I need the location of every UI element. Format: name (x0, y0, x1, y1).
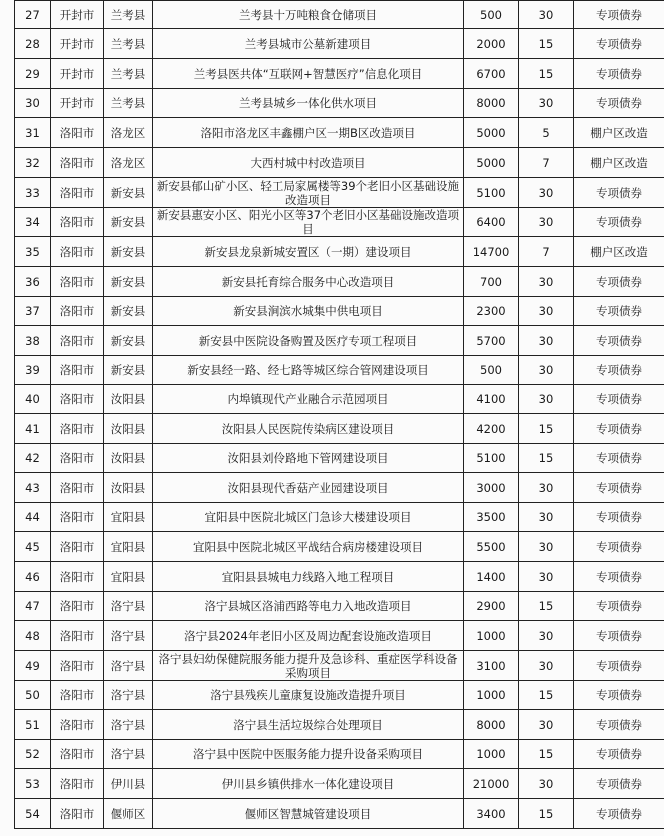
row-number-cell: 29 (15, 59, 51, 89)
county-cell: 洛宁县 (104, 621, 153, 651)
project-name-cell: 宜阳县中医院北城区门急诊大楼建设项目 (153, 503, 464, 532)
city-cell: 开封市 (51, 29, 104, 59)
term-cell: 15 (519, 799, 574, 829)
term-cell: 15 (519, 444, 574, 473)
bond-type-cell: 专项债券 (574, 178, 664, 208)
county-cell: 伊川县 (104, 769, 153, 799)
row-number-cell: 48 (15, 621, 51, 651)
bond-type-cell: 专项债券 (574, 621, 664, 651)
term-cell: 15 (519, 681, 574, 710)
term-cell: 30 (519, 769, 574, 799)
county-cell: 洛龙区 (104, 118, 153, 148)
amount-cell: 2000 (464, 29, 519, 59)
city-cell: 洛阳市 (51, 651, 104, 681)
county-cell: 新安县 (104, 356, 153, 385)
table-row (15, 385, 664, 414)
project-name-cell: 宜阳县县城电力线路入地工程项目 (153, 562, 464, 592)
bond-type-cell: 专项债券 (574, 799, 664, 829)
row-number-cell: 38 (15, 326, 51, 356)
amount-cell: 2900 (464, 592, 519, 621)
bond-type-cell: 棚户区改造 (574, 148, 664, 178)
row-number-cell: 53 (15, 769, 51, 799)
amount-cell: 14700 (464, 237, 519, 267)
term-cell: 30 (519, 621, 574, 651)
project-name-cell: 汝阳县现代香菇产业园建设项目 (153, 473, 464, 503)
term-cell: 30 (519, 651, 574, 681)
amount-cell: 500 (464, 1, 519, 29)
amount-cell: 5100 (464, 178, 519, 208)
amount-cell: 4100 (464, 385, 519, 414)
row-number-cell: 27 (15, 1, 51, 29)
table-row (15, 297, 664, 326)
county-cell: 兰考县 (104, 1, 153, 29)
table-row (15, 769, 664, 799)
county-cell: 新安县 (104, 297, 153, 326)
county-cell: 宜阳县 (104, 562, 153, 592)
project-name-cell: 兰考县医共体“互联网+智慧医疗”信息化项目 (153, 59, 464, 89)
table-row (15, 208, 664, 237)
term-cell: 30 (519, 710, 574, 740)
bond-type-cell: 专项债券 (574, 651, 664, 681)
county-cell: 新安县 (104, 237, 153, 267)
project-name-cell: 宜阳县中医院北城区平战结合病房楼建设项目 (153, 532, 464, 562)
county-cell: 兰考县 (104, 29, 153, 59)
term-cell: 15 (519, 740, 574, 769)
county-cell: 汝阳县 (104, 414, 153, 444)
county-cell: 新安县 (104, 208, 153, 237)
table-row (15, 414, 664, 444)
project-name-cell: 洛宁县城区洛浦西路等电力入地改造项目 (153, 592, 464, 621)
table-body (15, 1, 664, 829)
project-name-cell: 汝阳县人民医院传染病区建设项目 (153, 414, 464, 444)
amount-cell: 3400 (464, 799, 519, 829)
city-cell: 洛阳市 (51, 208, 104, 237)
county-cell: 宜阳县 (104, 532, 153, 562)
city-cell: 开封市 (51, 89, 104, 118)
county-cell: 新安县 (104, 178, 153, 208)
bond-type-cell: 专项债券 (574, 473, 664, 503)
city-cell: 洛阳市 (51, 326, 104, 356)
amount-cell: 700 (464, 267, 519, 297)
amount-cell: 1000 (464, 681, 519, 710)
project-name-cell: 洛阳市洛龙区丰鑫棚户区一期B区改造项目 (153, 118, 464, 148)
bond-type-cell: 专项债券 (574, 681, 664, 710)
county-cell: 洛宁县 (104, 592, 153, 621)
row-number-cell: 30 (15, 89, 51, 118)
project-name-cell: 兰考县城乡一体化供水项目 (153, 89, 464, 118)
project-name-cell: 汝阳县刘伶路地下管网建设项目 (153, 444, 464, 473)
row-number-cell: 49 (15, 651, 51, 681)
city-cell: 洛阳市 (51, 799, 104, 829)
bond-type-cell: 专项债券 (574, 414, 664, 444)
amount-cell: 4200 (464, 414, 519, 444)
project-name-cell: 伊川县乡镇供排水一体化建设项目 (153, 769, 464, 799)
city-cell: 洛阳市 (51, 740, 104, 769)
row-number-cell: 50 (15, 681, 51, 710)
amount-cell: 1400 (464, 562, 519, 592)
term-cell: 30 (519, 267, 574, 297)
city-cell: 洛阳市 (51, 444, 104, 473)
term-cell: 15 (519, 29, 574, 59)
row-number-cell: 43 (15, 473, 51, 503)
table-row (15, 799, 664, 829)
bond-project-table (14, 0, 664, 829)
bond-type-cell: 专项债券 (574, 297, 664, 326)
project-name-cell: 兰考县十万吨粮食仓储项目 (153, 1, 464, 29)
row-number-cell: 41 (15, 414, 51, 444)
county-cell: 汝阳县 (104, 444, 153, 473)
city-cell: 洛阳市 (51, 562, 104, 592)
bond-type-cell: 专项债券 (574, 59, 664, 89)
city-cell: 洛阳市 (51, 681, 104, 710)
city-cell: 开封市 (51, 59, 104, 89)
term-cell: 15 (519, 59, 574, 89)
term-cell: 30 (519, 562, 574, 592)
table-row (15, 267, 664, 297)
row-number-cell: 40 (15, 385, 51, 414)
amount-cell: 8000 (464, 710, 519, 740)
city-cell: 洛阳市 (51, 118, 104, 148)
city-cell: 洛阳市 (51, 769, 104, 799)
project-name-cell: 新安县郁山矿小区、轻工局家属楼等39个老旧小区基础设施改造项目 (153, 178, 464, 208)
table-row (15, 592, 664, 621)
amount-cell: 8000 (464, 89, 519, 118)
table-row (15, 326, 664, 356)
term-cell: 15 (519, 414, 574, 444)
county-cell: 新安县 (104, 267, 153, 297)
table-row (15, 29, 664, 59)
amount-cell: 5500 (464, 532, 519, 562)
amount-cell: 21000 (464, 769, 519, 799)
amount-cell: 1000 (464, 621, 519, 651)
row-number-cell: 51 (15, 710, 51, 740)
bond-type-cell: 专项债券 (574, 769, 664, 799)
bond-type-cell: 专项债券 (574, 562, 664, 592)
city-cell: 洛阳市 (51, 532, 104, 562)
amount-cell: 5100 (464, 444, 519, 473)
term-cell: 7 (519, 237, 574, 267)
city-cell: 洛阳市 (51, 710, 104, 740)
table-row (15, 59, 664, 89)
term-cell: 7 (519, 148, 574, 178)
city-cell: 洛阳市 (51, 356, 104, 385)
row-number-cell: 47 (15, 592, 51, 621)
term-cell: 30 (519, 178, 574, 208)
city-cell: 洛阳市 (51, 621, 104, 651)
bond-type-cell: 专项债券 (574, 356, 664, 385)
bond-type-cell: 专项债券 (574, 592, 664, 621)
table-row (15, 681, 664, 710)
row-number-cell: 45 (15, 532, 51, 562)
table-row (15, 356, 664, 385)
term-cell: 15 (519, 592, 574, 621)
project-name-cell: 洛宁县2024年老旧小区及周边配套设施改造项目 (153, 621, 464, 651)
amount-cell: 5000 (464, 148, 519, 178)
county-cell: 汝阳县 (104, 473, 153, 503)
table-row (15, 118, 664, 148)
table-row (15, 178, 664, 208)
project-name-cell: 新安县龙泉新城安置区（一期）建设项目 (153, 237, 464, 267)
bond-type-cell: 专项债券 (574, 710, 664, 740)
bond-type-cell: 专项债券 (574, 326, 664, 356)
project-name-cell: 新安县涧滨水城集中供电项目 (153, 297, 464, 326)
amount-cell: 3100 (464, 651, 519, 681)
bond-type-cell: 专项债券 (574, 503, 664, 532)
county-cell: 洛宁县 (104, 681, 153, 710)
table-row (15, 710, 664, 740)
county-cell: 新安县 (104, 326, 153, 356)
table-row (15, 562, 664, 592)
table-row (15, 503, 664, 532)
row-number-cell: 39 (15, 356, 51, 385)
county-cell: 汝阳县 (104, 385, 153, 414)
county-cell: 洛宁县 (104, 710, 153, 740)
project-name-cell: 内埠镇现代产业融合示范园项目 (153, 385, 464, 414)
amount-cell: 500 (464, 356, 519, 385)
city-cell: 洛阳市 (51, 237, 104, 267)
row-number-cell: 36 (15, 267, 51, 297)
row-number-cell: 44 (15, 503, 51, 532)
table-row (15, 444, 664, 473)
term-cell: 30 (519, 297, 574, 326)
project-name-cell: 偃师区智慧城管建设项目 (153, 799, 464, 829)
bond-type-cell: 专项债券 (574, 1, 664, 29)
term-cell: 30 (519, 89, 574, 118)
amount-cell: 5700 (464, 326, 519, 356)
city-cell: 洛阳市 (51, 297, 104, 326)
county-cell: 洛宁县 (104, 651, 153, 681)
row-number-cell: 42 (15, 444, 51, 473)
row-number-cell: 28 (15, 29, 51, 59)
term-cell: 30 (519, 356, 574, 385)
table-row (15, 621, 664, 651)
table-row (15, 89, 664, 118)
project-name-cell: 洛宁县妇幼保健院服务能力提升及急诊科、重症医学科设备采购项目 (153, 651, 464, 681)
county-cell: 兰考县 (104, 59, 153, 89)
city-cell: 开封市 (51, 1, 104, 29)
amount-cell: 3000 (464, 473, 519, 503)
county-cell: 洛宁县 (104, 740, 153, 769)
table-row (15, 148, 664, 178)
table-row (15, 532, 664, 562)
bond-type-cell: 专项债券 (574, 29, 664, 59)
amount-cell: 6700 (464, 59, 519, 89)
amount-cell: 2300 (464, 297, 519, 326)
table-row (15, 473, 664, 503)
term-cell: 30 (519, 473, 574, 503)
term-cell: 5 (519, 118, 574, 148)
city-cell: 洛阳市 (51, 592, 104, 621)
amount-cell: 5000 (464, 118, 519, 148)
term-cell: 30 (519, 326, 574, 356)
bond-type-cell: 专项债券 (574, 385, 664, 414)
row-number-cell: 34 (15, 208, 51, 237)
row-number-cell: 37 (15, 297, 51, 326)
project-name-cell: 新安县经一路、经七路等城区综合管网建设项目 (153, 356, 464, 385)
bond-type-cell: 专项债券 (574, 532, 664, 562)
row-number-cell: 32 (15, 148, 51, 178)
row-number-cell: 46 (15, 562, 51, 592)
bond-type-cell: 专项债券 (574, 444, 664, 473)
term-cell: 30 (519, 208, 574, 237)
city-cell: 洛阳市 (51, 473, 104, 503)
amount-cell: 3500 (464, 503, 519, 532)
row-number-cell: 35 (15, 237, 51, 267)
city-cell: 洛阳市 (51, 385, 104, 414)
bond-type-cell: 专项债券 (574, 208, 664, 237)
bond-type-cell: 专项债券 (574, 740, 664, 769)
term-cell: 30 (519, 503, 574, 532)
row-number-cell: 31 (15, 118, 51, 148)
city-cell: 洛阳市 (51, 414, 104, 444)
amount-cell: 1000 (464, 740, 519, 769)
bond-type-cell: 棚户区改造 (574, 118, 664, 148)
table-row (15, 651, 664, 681)
row-number-cell: 33 (15, 178, 51, 208)
project-name-cell: 新安县托育综合服务中心改造项目 (153, 267, 464, 297)
table-row (15, 1, 664, 29)
bond-type-cell: 专项债券 (574, 89, 664, 118)
project-name-cell: 兰考县城市公墓新建项目 (153, 29, 464, 59)
term-cell: 30 (519, 532, 574, 562)
row-number-cell: 54 (15, 799, 51, 829)
project-name-cell: 大西村城中村改造项目 (153, 148, 464, 178)
city-cell: 洛阳市 (51, 178, 104, 208)
project-name-cell: 新安县惠安小区、阳光小区等37个老旧小区基础设施改造项目 (153, 208, 464, 237)
term-cell: 30 (519, 385, 574, 414)
project-name-cell: 洛宁县残疾儿童康复设施改造提升项目 (153, 681, 464, 710)
city-cell: 洛阳市 (51, 267, 104, 297)
table-row (15, 237, 664, 267)
project-name-cell: 洛宁县生活垃圾综合处理项目 (153, 710, 464, 740)
county-cell: 洛龙区 (104, 148, 153, 178)
city-cell: 洛阳市 (51, 503, 104, 532)
city-cell: 洛阳市 (51, 148, 104, 178)
county-cell: 兰考县 (104, 89, 153, 118)
project-name-cell: 新安县中医院设备购置及医疗专项工程项目 (153, 326, 464, 356)
row-number-cell: 52 (15, 740, 51, 769)
bond-type-cell: 专项债券 (574, 267, 664, 297)
bond-type-cell: 棚户区改造 (574, 237, 664, 267)
county-cell: 宜阳县 (104, 503, 153, 532)
table-row (15, 740, 664, 769)
amount-cell: 6400 (464, 208, 519, 237)
project-name-cell: 洛宁县中医院中医服务能力提升设备采购项目 (153, 740, 464, 769)
term-cell: 30 (519, 1, 574, 29)
county-cell: 偃师区 (104, 799, 153, 829)
